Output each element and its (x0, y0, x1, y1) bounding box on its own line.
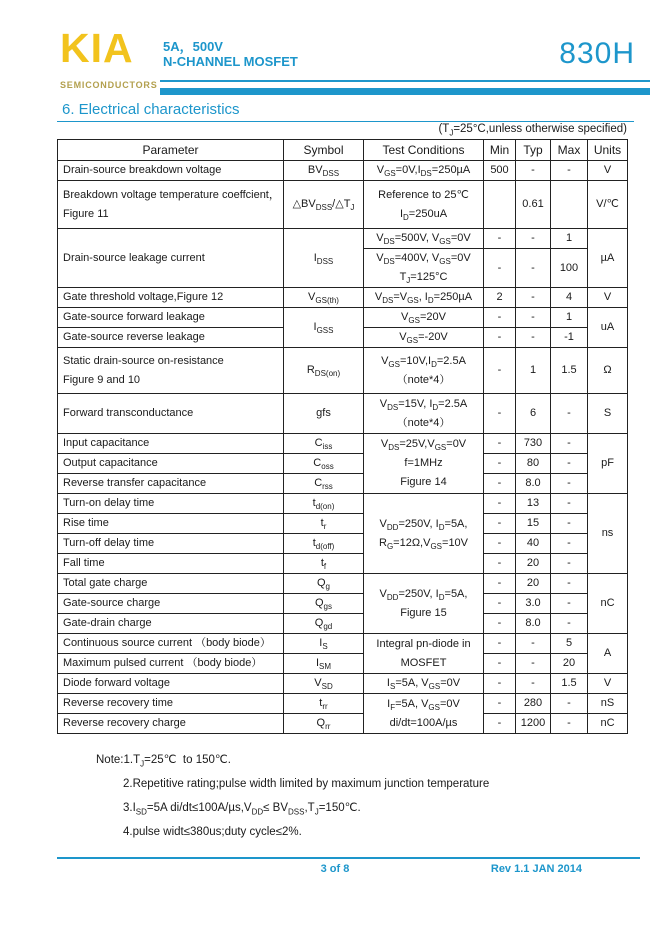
cell-cond-row-2: $V_{DS}=500V$, $V_{GS}=0V$ (364, 229, 484, 249)
table-row (58, 454, 628, 474)
cell-min-row-8: - (484, 394, 516, 434)
cell-max-row-11: - (551, 474, 588, 494)
cell-symbol-row-11: $C_{rss}$ (284, 474, 364, 494)
header-rule-thick (160, 88, 650, 95)
column-header-max: Max (551, 140, 588, 161)
cell-symbol-row-13: $t_r$ (284, 514, 364, 534)
cell-units-row-12: ns (588, 494, 628, 574)
note-line-2: 2.Repetitive rating;pulse width limited by maximum junction temperature (123, 778, 490, 790)
cell-max-row-13: - (551, 514, 588, 534)
table-row (58, 574, 628, 594)
cell-units-row-5: uA (588, 308, 628, 348)
cell-units-row-0: V (588, 161, 628, 181)
cell-typ-row-12: 13 (516, 494, 551, 514)
cell-symbol-row-8: gfs (284, 394, 364, 434)
table-row (58, 348, 628, 394)
cell-param-row-19: Continuous source current （body biode） (58, 634, 284, 654)
cell-param-row-18: Gate-drain charge (58, 614, 284, 634)
cell-param-row-16: Total gate charge (58, 574, 284, 594)
cell-typ-row-3: - (516, 249, 551, 288)
cell-cond-row-22: $I_F=5A$, $V_{GS}=0V$ di/dt=100A/µs (364, 694, 484, 734)
cell-max-row-23: - (551, 714, 588, 734)
table-row (58, 674, 628, 694)
cell-symbol-row-22: $t_{rr}$ (284, 694, 364, 714)
column-header-symbol: Symbol (284, 140, 364, 161)
cell-cond-row-0: $V_{GS}=0V,I_{DS}=250\mu A$ (364, 161, 484, 181)
cell-symbol-row-9: $C_{iss}$ (284, 434, 364, 454)
cell-max-row-6: -1 (551, 328, 588, 348)
cell-min-row-17: - (484, 594, 516, 614)
characteristics-table (57, 139, 628, 734)
table-row (58, 554, 628, 574)
table-row (58, 394, 628, 434)
cell-max-row-12: - (551, 494, 588, 514)
table-row (58, 614, 628, 634)
cell-symbol-row-21: $V_{SD}$ (284, 674, 364, 694)
cell-max-row-5: 1 (551, 308, 588, 328)
table-row (58, 594, 628, 614)
cell-typ-row-16: 20 (516, 574, 551, 594)
cell-typ-row-5: - (516, 308, 551, 328)
cell-max-row-10: - (551, 454, 588, 474)
footer-rule (57, 857, 640, 859)
part-number: 830H (559, 37, 635, 70)
cell-symbol-row-4: $V_{GS(th)}$ (284, 288, 364, 308)
cell-min-row-14: - (484, 534, 516, 554)
cell-typ-row-4: - (516, 288, 551, 308)
cell-min-row-16: - (484, 574, 516, 594)
cell-typ-row-15: 20 (516, 554, 551, 574)
table-row (58, 714, 628, 734)
cell-param-row-10: Output capacitance (58, 454, 284, 474)
cell-param-row-2: Drain-source leakage current (58, 229, 284, 288)
cell-cond-row-19: Integral pn-diode in MOSFET (364, 634, 484, 674)
kia-logo: KIA (60, 25, 134, 71)
table-row (58, 434, 628, 454)
cell-param-row-23: Reverse recovery charge (58, 714, 284, 734)
column-header-test-conditions: Test Conditions (364, 140, 484, 161)
cell-param-row-21: Diode forward voltage (58, 674, 284, 694)
cell-units-row-23: nC (588, 714, 628, 734)
cell-units-row-7: Ω (588, 348, 628, 394)
device-rating: 5A，500V (163, 39, 223, 54)
table-row (58, 181, 628, 229)
table-row (58, 494, 628, 514)
cell-symbol-row-1: $\triangle BV_{DSS}/\triangle T_J$ (284, 181, 364, 229)
cell-symbol-row-5: $I_{GSS}$ (284, 308, 364, 348)
cell-typ-row-7: 1 (516, 348, 551, 394)
cell-units-row-21: V (588, 674, 628, 694)
cell-symbol-row-19: $I_S$ (284, 634, 364, 654)
cell-cond-row-8: $V_{DS}=15V$, $I_D=2.5A$ （note*4） (364, 394, 484, 434)
cell-min-row-4: 2 (484, 288, 516, 308)
cell-param-row-0: Drain-source breakdown voltage (58, 161, 284, 181)
cell-cond-row-5: $V_{GS}=20V$ (364, 308, 484, 328)
cell-cond-row-9: $V_{DS}=25V,V_{GS}=0V$ f=1MHz Figure 14 (364, 434, 484, 494)
table-row (58, 654, 628, 674)
cell-param-row-13: Rise time (58, 514, 284, 534)
cell-min-row-15: - (484, 554, 516, 574)
cell-typ-row-13: 15 (516, 514, 551, 534)
table-row (58, 288, 628, 308)
table-row (58, 694, 628, 714)
table-row (58, 229, 628, 249)
column-header-units: Units (588, 140, 628, 161)
cell-symbol-row-10: $C_{oss}$ (284, 454, 364, 474)
cell-cond-row-21: $I_S=5A$, $V_{GS}=0V$ (364, 674, 484, 694)
table-row (58, 474, 628, 494)
cell-typ-row-9: 730 (516, 434, 551, 454)
section-title: 6. Electrical characteristics (62, 101, 240, 118)
column-header-min: Min (484, 140, 516, 161)
cell-typ-row-11: 8.0 (516, 474, 551, 494)
table-row (58, 514, 628, 534)
cell-units-row-1: V/℃ (588, 181, 628, 229)
cell-symbol-row-23: $Q_{rr}$ (284, 714, 364, 734)
cell-max-row-20: 20 (551, 654, 588, 674)
cell-min-row-21: - (484, 674, 516, 694)
table-row (58, 634, 628, 654)
cell-param-row-4: Gate threshold voltage,Figure 12 (58, 288, 284, 308)
cell-min-row-18: - (484, 614, 516, 634)
cell-typ-row-14: 40 (516, 534, 551, 554)
cell-min-row-7: - (484, 348, 516, 394)
table-row (58, 161, 628, 181)
cell-typ-row-17: 3.0 (516, 594, 551, 614)
cell-min-row-3: - (484, 249, 516, 288)
header-rule-thin (160, 80, 650, 82)
cell-min-row-5: - (484, 308, 516, 328)
cell-param-row-9: Input capacitance (58, 434, 284, 454)
cell-symbol-row-12: $t_{d(on)}$ (284, 494, 364, 514)
cell-units-row-2: µA (588, 229, 628, 288)
column-header-typ: Typ (516, 140, 551, 161)
cell-units-row-16: nC (588, 574, 628, 634)
kia-logo-subtitle: SEMICONDUCTORS (60, 80, 158, 90)
cell-symbol-row-2: $I_{DSS}$ (284, 229, 364, 288)
cell-max-row-2: 1 (551, 229, 588, 249)
cell-cond-row-1: Reference to 25℃ $I_D=250uA$ (364, 181, 484, 229)
cell-param-row-22: Reverse recovery time (58, 694, 284, 714)
cell-symbol-row-16: $Q_g$ (284, 574, 364, 594)
cell-symbol-row-17: $Q_{gs}$ (284, 594, 364, 614)
cell-max-row-17: - (551, 594, 588, 614)
cell-max-row-18: - (551, 614, 588, 634)
cell-min-row-10: - (484, 454, 516, 474)
cell-units-row-19: A (588, 634, 628, 674)
cell-min-row-1 (484, 181, 516, 229)
note-line-1: $Note:1.T_J=25℃$ to 150℃. (96, 754, 232, 769)
cell-cond-row-3: $V_{DS}=400V$, $V_{GS}=0V$ $T_J=125^\circ C$ (364, 249, 484, 288)
cell-typ-row-2: - (516, 229, 551, 249)
cell-min-row-20: - (484, 654, 516, 674)
cell-max-row-14: - (551, 534, 588, 554)
page-number: 3 of 8 (320, 863, 350, 875)
table-row (58, 308, 628, 328)
cell-min-row-2: - (484, 229, 516, 249)
cell-param-row-11: Reverse transfer capacitance (58, 474, 284, 494)
note-line-4: 4.pulse widt≤380us;duty cycle≤2%. (123, 826, 302, 838)
cell-max-row-15: - (551, 554, 588, 574)
cell-symbol-row-7: $R_{DS(on)}$ (284, 348, 364, 394)
cell-param-row-12: Turn-on delay time (58, 494, 284, 514)
cell-max-row-0: - (551, 161, 588, 181)
cell-typ-row-10: 80 (516, 454, 551, 474)
cell-min-row-9: - (484, 434, 516, 454)
cell-typ-row-1: 0.61 (516, 181, 551, 229)
cell-cond-row-7: $V_{GS}=10V,I_D=2.5A$ （note*4） (364, 348, 484, 394)
cell-max-row-16: - (551, 574, 588, 594)
cell-typ-row-6: - (516, 328, 551, 348)
device-type: N-CHANNEL MOSFET (163, 54, 298, 69)
cell-min-row-0: 500 (484, 161, 516, 181)
cell-max-row-3: 100 (551, 249, 588, 288)
cell-min-row-22: - (484, 694, 516, 714)
test-condition-note: ($T_J=25^\circ C,unless$ otherwise specified) (438, 123, 627, 138)
cell-units-row-22: nS (588, 694, 628, 714)
cell-symbol-row-0: $BV_{DSS}$ (284, 161, 364, 181)
cell-param-row-15: Fall time (58, 554, 284, 574)
note-line-3: $3.I_{SD}=5A$ $di/dt\le 100A/\mu s,V_{DD}\le$ $BV_{DSS},T_J=150℃$. (123, 802, 361, 817)
cell-max-row-22: - (551, 694, 588, 714)
electrical-characteristics-table (57, 139, 628, 734)
cell-min-row-12: - (484, 494, 516, 514)
cell-units-row-4: V (588, 288, 628, 308)
cell-param-row-5: Gate-source forward leakage (58, 308, 284, 328)
cell-units-row-8: S (588, 394, 628, 434)
notes-block (96, 748, 489, 844)
cell-typ-row-19: - (516, 634, 551, 654)
cell-typ-row-23: 1200 (516, 714, 551, 734)
cell-min-row-11: - (484, 474, 516, 494)
cell-symbol-row-20: $I_{SM}$ (284, 654, 364, 674)
cell-min-row-23: - (484, 714, 516, 734)
cell-param-row-17: Gate-source charge (58, 594, 284, 614)
cell-cond-row-16: $V_{DD}=250V$, $I_D=5A$, Figure 15 (364, 574, 484, 634)
cell-typ-row-18: 8.0 (516, 614, 551, 634)
table-row (58, 534, 628, 554)
column-header-parameter: Parameter (58, 140, 284, 161)
cell-symbol-row-14: $t_{d(off)}$ (284, 534, 364, 554)
cell-symbol-row-18: $Q_{gd}$ (284, 614, 364, 634)
cell-typ-row-8: 6 (516, 394, 551, 434)
cell-param-row-14: Turn-off delay time (58, 534, 284, 554)
cell-max-row-4: 4 (551, 288, 588, 308)
cell-param-row-7: Static drain-source on-resistance Figure 9 and 10 (58, 348, 284, 394)
cell-min-row-19: - (484, 634, 516, 654)
cell-symbol-row-15: $t_f$ (284, 554, 364, 574)
cell-param-row-20: Maximum pulsed current （body biode） (58, 654, 284, 674)
cell-max-row-1 (551, 181, 588, 229)
cell-param-row-8: Forward transconductance (58, 394, 284, 434)
cell-max-row-19: 5 (551, 634, 588, 654)
cell-max-row-9: - (551, 434, 588, 454)
revision-label: Rev 1.1 JAN 2014 (490, 863, 582, 875)
section-title-underline (57, 121, 634, 122)
cell-max-row-21: 1.5 (551, 674, 588, 694)
cell-units-row-9: pF (588, 434, 628, 494)
cell-cond-row-4: $V_{DS}=V_{GS}$, $I_D=250\mu A$ (364, 288, 484, 308)
cell-cond-row-12: $V_{DD}=250V$, $I_D=5A$, $R_G=12\Omega,V_{GS}=10V$ (364, 494, 484, 574)
cell-typ-row-0: - (516, 161, 551, 181)
cell-max-row-8: - (551, 394, 588, 434)
cell-typ-row-22: 280 (516, 694, 551, 714)
cell-min-row-13: - (484, 514, 516, 534)
cell-min-row-6: - (484, 328, 516, 348)
cell-param-row-1: Breakdown voltage temperature coeffcient， Figure 11 (58, 181, 284, 229)
cell-max-row-7: 1.5 (551, 348, 588, 394)
cell-cond-row-6: $V_{GS}=-20V$ (364, 328, 484, 348)
cell-typ-row-20: - (516, 654, 551, 674)
cell-typ-row-21: - (516, 674, 551, 694)
cell-param-row-6: Gate-source reverse leakage (58, 328, 284, 348)
